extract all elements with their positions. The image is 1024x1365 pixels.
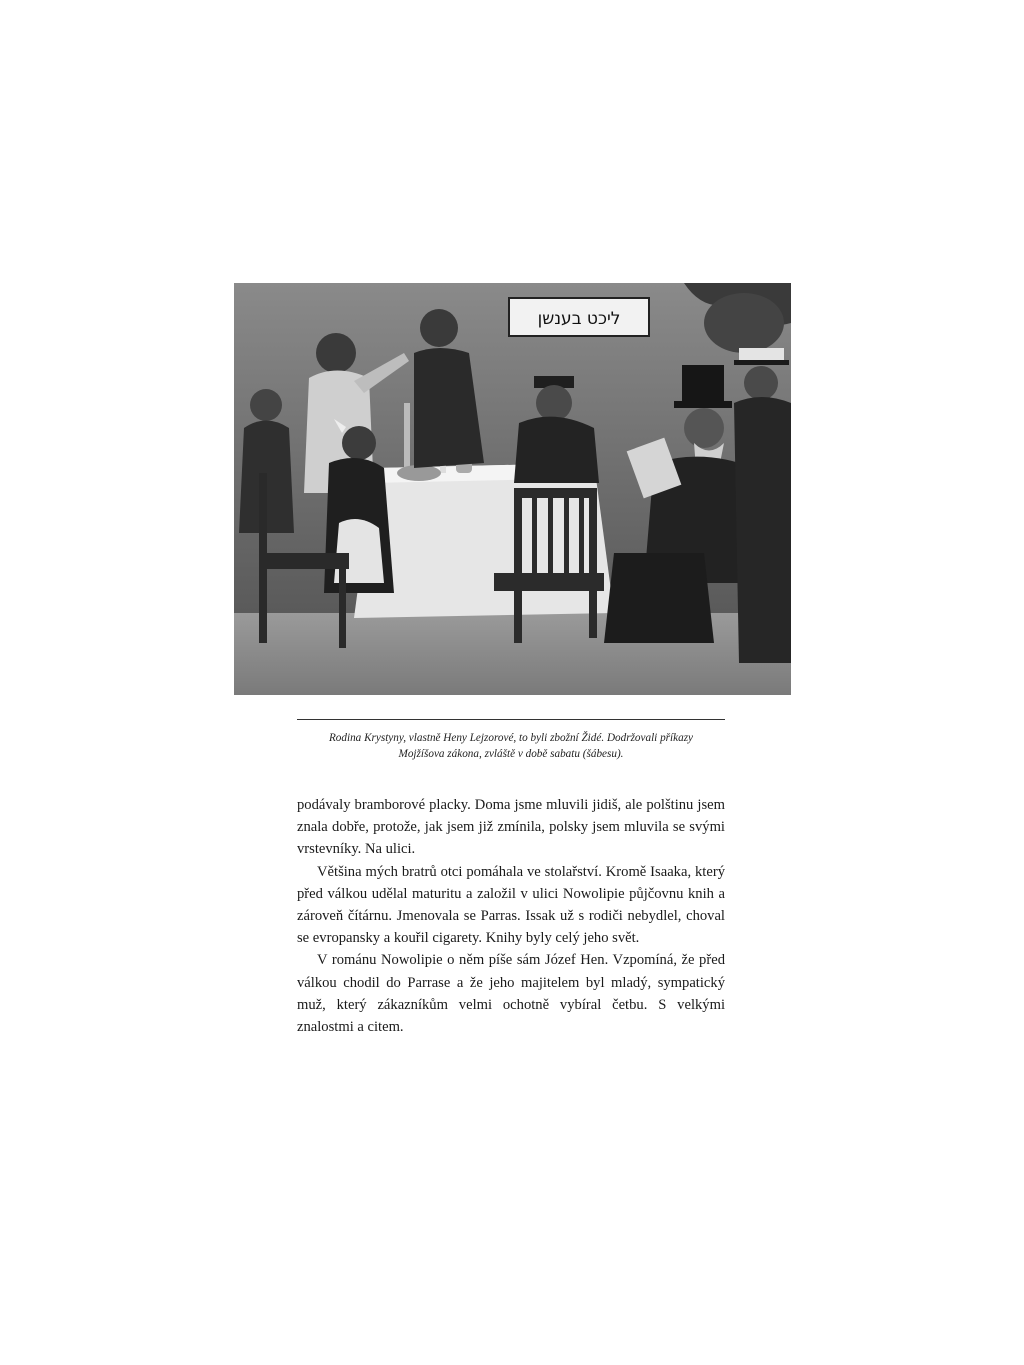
- paragraph: Většina mých bratrů otci pomáhala ve stolařství. Kromě Isaaka, který před válkou udělal maturitu a založil v ulici Nowolipie půjčovnu knih a zároveň čítárnu. Jmenovala se Parras. Issak už s rodiči nebydlel, choval se evropansky a kouřil cigarety. Knihy byly celý jeho svět.: [297, 863, 725, 947]
- hebrew-sign-text: ליכט בענשן: [537, 309, 621, 329]
- caption-line-2: Mojžíšova zákona, zvláště v době sabatu (šábesu).: [398, 748, 624, 760]
- hebrew-sign: [509, 298, 649, 336]
- caption-rule: [297, 719, 725, 720]
- caption-line-1: Rodina Krystyny, vlastně Heny Lejzorové, to byli zbožní Židé. Dodržovali příkazy: [328, 732, 694, 744]
- paragraph: V románu Nowolipie o něm píše sám Józef Hen. Vzpomíná, že před válkou chodil do Parrase a že jeho majitelem byl mladý, sympatický muž, který zákazníkům velmi ochotně vybíral četbu. S velkými znalostmi a citem.: [297, 952, 725, 1036]
- family-sabbath-photograph: [234, 283, 791, 695]
- figure-caption: [297, 730, 725, 762]
- paragraph: podávaly bramborové placky. Doma jsme mluvili jidiš, ale polštinu jsem znala dobře, protože, jak jsem již zmínila, polsky jsem mluvila se svými vrstevníky. Na ulici.: [297, 797, 725, 858]
- body-text: [297, 794, 725, 1038]
